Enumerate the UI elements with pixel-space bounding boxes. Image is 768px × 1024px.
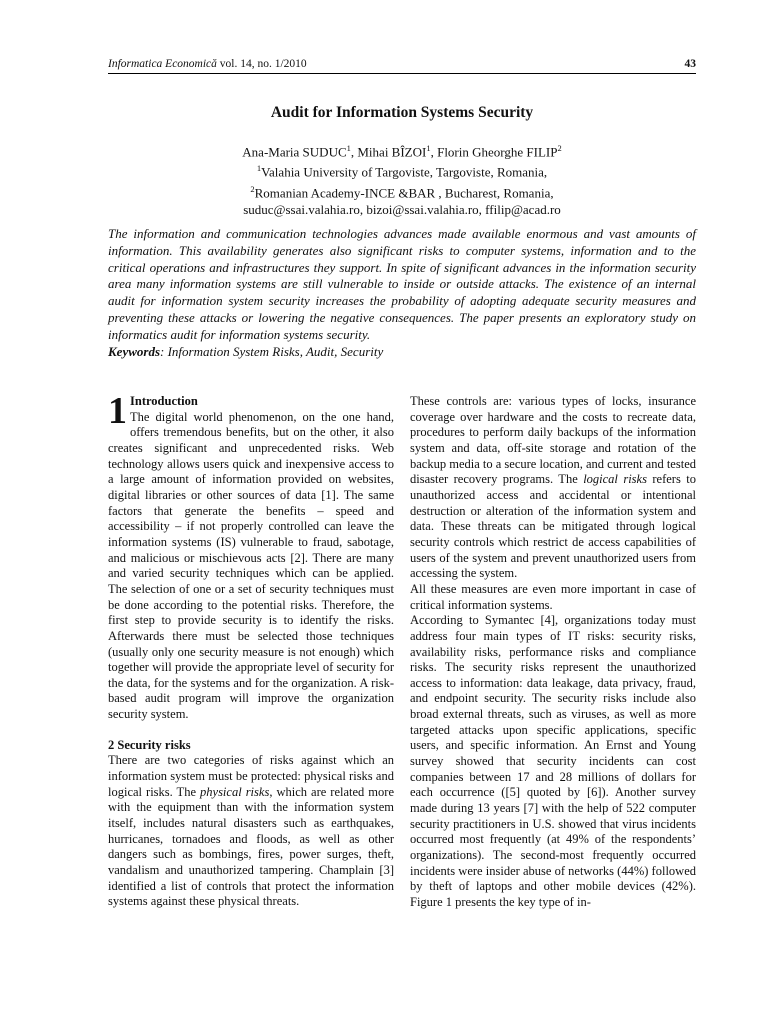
affiliation-mark: 2 [250,183,255,194]
keywords-text: : Information System Risks, Audit, Security [160,343,384,359]
keywords-label: Keywords [108,343,160,359]
affiliation-line [108,181,696,201]
author-affiliation-mark: 2 [557,143,562,153]
paragraph-text: There are two categories of risks against which an information system must be protected: physical risks and logical risks. The [108,753,394,799]
page-number: 43 [684,58,696,70]
affiliation-mark: 1 [256,163,262,174]
section-number-dropcap: 1 [108,390,127,432]
right-column [410,394,696,911]
emphasis-physical-risks: physical risks [200,784,270,799]
author-affiliation-mark: 1 [426,143,431,153]
paper-title: Audit for Information Systems Security [270,104,534,121]
paragraph-text: , which are related more with the equipment than with the information system itself, includes natural disasters such as earthquakes, hurricanes, tornadoes and floods, as well as other dangers such as bombings, fires, power surges, theft, vandalism and unauthorized tampering. Champlain [3] identified a list of controls that protect the information systems against these physical threats. [108,784,394,909]
controls-paragraph [410,394,696,582]
journal-name: Informatica Economică [108,58,217,70]
security-risks-paragraph [108,753,394,910]
symantec-paragraph: According to Symantec [4], organizations today must address four main types of IT risks: security risks, availability risks, performance risks and compliance risks. The security risks represent the unauthorized access to information: data leakage, data privacy, fraud, and endpoint security. The security risks include also broad external threats, such as viruses, as well as more targeted attacks upon specific applications, specific users, and specific information. An Ernst and Young survey showed that security incidents can cost companies between 17 and 28 millions of dollars for each occurrence ([5] quoted by [6]). Another survey made during 13 years [7] with the help of 522 computer security practitioners in U.S. showed that virus incidents occurred most frequently (at 49% of the respondents’ organizations). The second-most frequently occurred incidents were insider abuse of networks (44%) followed by theft of laptops and other mobile devices (42%). Figure 1 presents the key type of in- [410,613,696,909]
author-block [108,140,696,218]
emphasis-logical-risks: logical risks [583,472,647,487]
author-emails: suduc@ssai.valahia.ro, bizoi@ssai.valahia.ro, ffilip@acad.ro [243,201,561,217]
section-heading-introduction: Introduction [130,394,198,408]
author-name: Ana-Maria SUDUC [242,144,347,160]
abstract-text: The information and communication technologies advances made available enormous and vast amounts of information. This availability generates also significant risks to computer systems, information and to the critical operations and infrastructures they support. In spite of significant advances in the information security area many information systems are still vulnerable to inside or outside attacks. The existence of an internal audit for information system security increases the probability of adopting adequate security measures and preventing these attacks or lowering the negative consequences. The paper presents an exploratory study on informatics audit for information systems security. [108,226,696,342]
author-line: Ana-Maria SUDUC$^1$, Mihai BÎZOI$^1$, Florin Gheorghe FILIP$^2$ [242,143,562,160]
running-header [108,57,696,74]
author-name: Florin Gheorghe FILIP [437,144,558,160]
keywords [108,344,696,361]
affiliation-text: Valahia University of Targoviste, Targoviste, Romania, [261,164,548,180]
paragraph-text: These controls are: various types of locks, insurance coverage over hardware and the costs to recreate data, procedures to perform daily backups of the information system and data, off-site storage and rotation of the backup media to a secure location, and current and tested disaster recovery programs. The [410,394,696,487]
affiliation-text: Romanian Academy-INCE &BAR , Bucharest, Romania, [254,184,554,200]
section-heading-security-risks: 2 Security risks [108,737,191,752]
author-affiliation-mark: 1 [346,143,351,153]
abstract [108,226,696,360]
left-column [108,390,394,910]
critical-systems-paragraph: All these measures are even more important in case of critical information systems. [410,581,696,612]
introduction-paragraph: The digital world phenomenon, on the one hand, offers tremendous benefits, but on the other, it also creates significant and unprecedented risks. Web technology allows users quick and inexpensive access to a large amount of information provided on websites, digital libraries or other sources of data [1]. The same factors that generate the benefits – speed and accessibility – if not properly controlled can leave the information systems (IS) vulnerable to fraud, sabotage, and malicious or mischievous acts [2]. There are many and varied security techniques which can be applied. The selection of one or a set of security techniques must be done according to the potential risks. Therefore, the first step to provide security is to identify the risks. Afterwards there must be selected those techniques (usually only one security measure is not enough) which together will provide the appropriate level of security for the data, for the systems and for the organization. A risk-based audit program will improve the organization security system. [108,409,394,722]
paragraph-text: refers to unauthorized access and accidental or intentional destruction or alteration of the information system and data. These threats can be mitigated through logical security controls which restrict de access capabilities of users of the system and prevent unauthorized users from accessing the system. [410,472,696,581]
affiliation-line [108,160,696,180]
author-name: Mihai BÎZOI [357,144,427,160]
journal-issue: vol. 14, no. 1/2010 [216,58,307,70]
